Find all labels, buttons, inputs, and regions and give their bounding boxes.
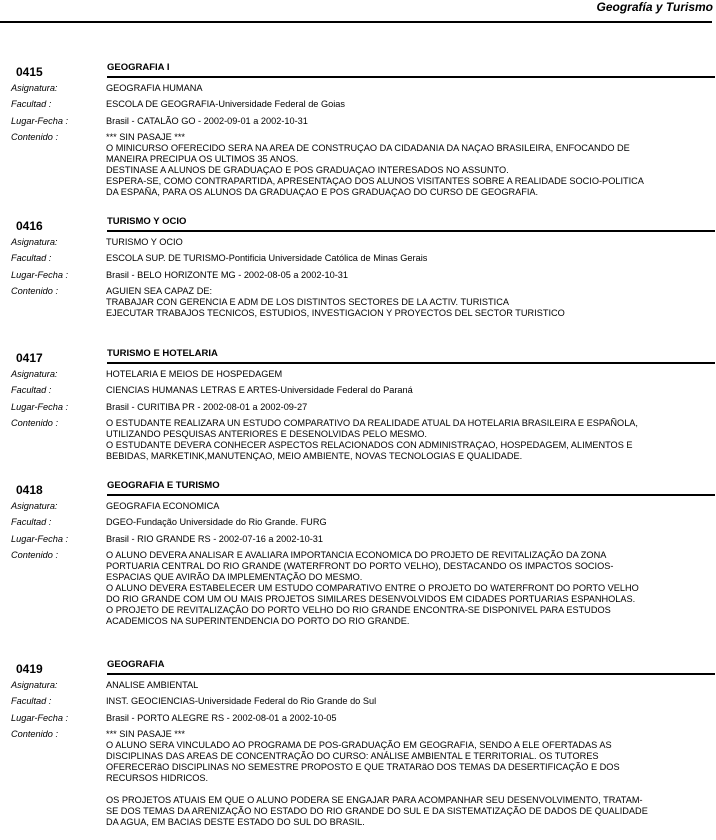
field-value: Brasil - CURITIBA PR - 2002-08-01 a 2002-09-27 bbox=[106, 402, 308, 412]
field-value: GEOGRAFIA HUMANA bbox=[106, 83, 203, 93]
field-value: ANALISE AMBIENTAL bbox=[106, 680, 199, 690]
content-line bbox=[106, 784, 711, 795]
content-line: DISCIPLINAS DAS AREAS DE CONCENTRAÇÃO DO CURSO: ANÁLISE AMBIENTAL E TERRITORIAL. OS TUTORES bbox=[106, 751, 599, 761]
content-line: SE DOS TEMAS DA ARENIZAÇÃO NO ESTADO DO RIO GRANDE DO SUL E DA SISTEMATIZAÇÃO DE DADOS DE QUALIDADE bbox=[106, 806, 648, 816]
content-text bbox=[106, 729, 711, 828]
content-line: OS PROJETOS ATUAIS EM QUE O ALUNO PODERA SE ENGAJAR PARA ACOMPANHAR SEU DESENVOLVIMENTO, TRATAM- bbox=[106, 795, 643, 805]
content-text bbox=[106, 418, 711, 462]
field-label: Facultad : bbox=[11, 99, 52, 109]
field-label: Asignatura: bbox=[11, 680, 58, 690]
field-label: Contenido : bbox=[11, 550, 58, 560]
field-value: Brasil - RIO GRANDE RS - 2002-07-16 a 2002-10-31 bbox=[106, 534, 324, 544]
header-divider bbox=[0, 21, 712, 23]
entry-title: GEOGRAFIA bbox=[107, 659, 165, 670]
entry-divider bbox=[107, 362, 715, 364]
page-title: Geografía y Turismo bbox=[596, 0, 713, 14]
content-line: AGUIEN SEA CAPAZ DE: bbox=[106, 286, 213, 296]
content-line: DESTINASE A ALUNOS DE GRADUAÇAO E POS GRADUAÇAO INTERESADOS NO ASSUNTO. bbox=[106, 165, 509, 175]
entry-title: TURISMO E HOTELARIA bbox=[107, 348, 218, 359]
entry-number: 0415 bbox=[16, 65, 43, 79]
content-line: ESPACIAS QUE AVIRÃO DA IMPLEMENTAÇÃO DO MESMO. bbox=[106, 572, 363, 582]
field-value: INST. GEOCIENCIAS-Universidade Federal do Rio Grande do Sul bbox=[106, 696, 377, 706]
content-line: MANEIRA PRECIPUA OS ULTIMOS 35 ANOS. bbox=[106, 154, 299, 164]
content-line: O ALUNO DEVERA ESTABELECER UM ESTUDO COMPARATIVO ENTRE O PROJETO DO WATERFRONT DO PORTO VELHO bbox=[106, 583, 639, 593]
field-value: Brasil - CATALÃO GO - 2002-09-01 a 2002-10-31 bbox=[106, 116, 308, 126]
field-label: Facultad : bbox=[11, 253, 52, 263]
content-line: BEBIDAS, MARKETINK,MANUTENÇAO, MEIO AMBIENTE, NOVAS TECNOLOGIAS E QUALIDADE. bbox=[106, 451, 523, 461]
field-label: Contenido : bbox=[11, 286, 58, 296]
content-line: EJECUTAR TRABAJOS TECNICOS, ESTUDIOS, INVESTIGACION Y PROYECTOS DEL SECTOR TURISTICO bbox=[106, 308, 565, 318]
field-value: ESCOLA DE GEOGRAFIA-Universidade Federal de Goias bbox=[106, 99, 345, 109]
field-value: ESCOLA SUP. DE TURISMO-Pontificia Universidade Católica de Minas Gerais bbox=[106, 253, 428, 263]
entry-number: 0417 bbox=[16, 351, 43, 365]
field-label: Contenido : bbox=[11, 418, 58, 428]
content-line: RECURSOS HIDRICOS. bbox=[106, 773, 209, 783]
field-value: DGEO-Fundação Universidade do Rio Grande. FURG bbox=[106, 517, 327, 527]
field-label: Facultad : bbox=[11, 696, 52, 706]
page-header bbox=[0, 0, 716, 24]
entry-number: 0418 bbox=[16, 483, 43, 497]
field-label: Lugar-Fecha : bbox=[11, 270, 69, 280]
field-label: Contenido : bbox=[11, 132, 58, 142]
field-value: CIENCIAS HUMANAS LETRAS E ARTES-Universidade Federal do Paraná bbox=[106, 385, 413, 395]
content-line: TRABAJAR CON GERENCIA E ADM DE LOS DISTINTOS SECTORES DE LA ACTIV. TURISTICA bbox=[106, 297, 509, 307]
field-value: TURISMO Y OCIO bbox=[106, 237, 183, 247]
entry-divider bbox=[107, 494, 715, 496]
entry-title: TURISMO Y OCIO bbox=[107, 216, 187, 227]
content-line: ESPERA-SE, COMO CONTRAPARTIDA, APRESENTAÇAO DOS ALUNOS VISITANTES SOBRE A REALIDADE SOCIO-POLITICA bbox=[106, 176, 644, 186]
entry-number: 0416 bbox=[16, 219, 43, 233]
content-line: *** SIN PASAJE *** bbox=[106, 729, 185, 739]
field-label: Lugar-Fecha : bbox=[11, 713, 69, 723]
field-label: Asignatura: bbox=[11, 501, 58, 511]
content-line: O ALUNO SERA VINCULADO AO PROGRAMA DE POS-GRADUAÇÃO EM GEOGRAFIA, SENDO A ELE OFERTADAS AS bbox=[106, 740, 612, 750]
entry-number: 0419 bbox=[16, 662, 43, 676]
field-label: Asignatura: bbox=[11, 237, 58, 247]
field-label: Asignatura: bbox=[11, 83, 58, 93]
content-line: DO RIO GRANDE COM UM OU MAIS PROJETOS SIMILARES DESENVOLVIDOS EM CIDADES PORTUARIAS ESPANHOLAS. bbox=[106, 594, 636, 604]
content-line: PORTUARIA CENTRAL DO RIO GRANDE (WATERFRONT DO PORTO VELHO), DESTACANDO OS IMPACTOS SOCIOS- bbox=[106, 561, 614, 571]
content-line: DA AGUA, EM BACIAS DESTE ESTADO DO SUL DO BRASIL. bbox=[106, 817, 365, 827]
field-value: Brasil - PORTO ALEGRE RS - 2002-08-01 a 2002-10-05 bbox=[106, 713, 337, 723]
content-line: O ALUNO DEVERA ANALISAR E AVALIARA IMPORTANCIA ECONOMICA DO PROJETO DE REVITALIZAÇÃO DA ZONA bbox=[106, 550, 607, 560]
entry-title: GEOGRAFIA E TURISMO bbox=[107, 480, 220, 491]
entry-title: GEOGRAFIA I bbox=[107, 62, 170, 73]
content-line: O ESTUDANTE DEVERA CONHECER ASPECTOS RELACIONADOS CON ADMINISTRAÇAO, HOSPEDAGEM, ALIMENTOS E bbox=[106, 440, 633, 450]
field-label: Facultad : bbox=[11, 385, 52, 395]
content-line: O ESTUDANTE REALIZARA UN ESTUDO COMPARATIVO DA REALIDADE ATUAL DA HOTELARIA BRASILEIRA E ESPAÑOLA, bbox=[106, 418, 638, 428]
field-label: Lugar-Fecha : bbox=[11, 402, 69, 412]
content-text bbox=[106, 550, 711, 627]
field-label: Asignatura: bbox=[11, 369, 58, 379]
content-line: OFERECERãO DISCIPLINAS NO SEMESTRE PROPOSTO E QUE TRATARãO DOS TEMAS DA DESERTIFICAÇÃO E DOS bbox=[106, 762, 620, 772]
content-text bbox=[106, 132, 711, 198]
field-label: Facultad : bbox=[11, 517, 52, 527]
field-value: Brasil - BELO HORIZONTE MG - 2002-08-05 a 2002-10-31 bbox=[106, 270, 349, 280]
content-text bbox=[106, 286, 711, 319]
content-line: O PROJETO DE REVITALIZAÇÃO DO PORTO VELHO DO RIO GRANDE ENCONTRA-SE DISPONIVEL PARA ESTUDOS bbox=[106, 605, 611, 615]
field-value: HOTELARIA E MEIOS DE HOSPEDAGEM bbox=[106, 369, 283, 379]
field-label: Lugar-Fecha : bbox=[11, 116, 69, 126]
entry-divider bbox=[107, 230, 715, 232]
content-line: O MINICURSO OFERECIDO SERA NA AREA DE CONSTRUÇAO DA CIDADANIA DA NAÇAO BRASILEIRA, ENFOCANDO DE bbox=[106, 143, 630, 153]
content-line: UTILIZANDO PESQUISAS ANTERIORES E DESENOLVIDAS PELO MESMO. bbox=[106, 429, 427, 439]
entry-divider bbox=[107, 673, 715, 675]
content-line: DA ESPAÑA, PARA OS ALUNOS DA GRADUAÇAO E POS GRADUAÇAO DO CURSO DE GEOGRAFIA. bbox=[106, 187, 539, 197]
field-label: Contenido : bbox=[11, 729, 58, 739]
content-line: ACADEMICOS NA SUPERINTENDENCIA DO PORTO DO RIO GRANDE. bbox=[106, 616, 410, 626]
entry-divider bbox=[107, 76, 715, 78]
content-line: *** SIN PASAJE *** bbox=[106, 132, 185, 142]
field-value: GEOGRAFIA ECONOMICA bbox=[106, 501, 220, 511]
field-label: Lugar-Fecha : bbox=[11, 534, 69, 544]
